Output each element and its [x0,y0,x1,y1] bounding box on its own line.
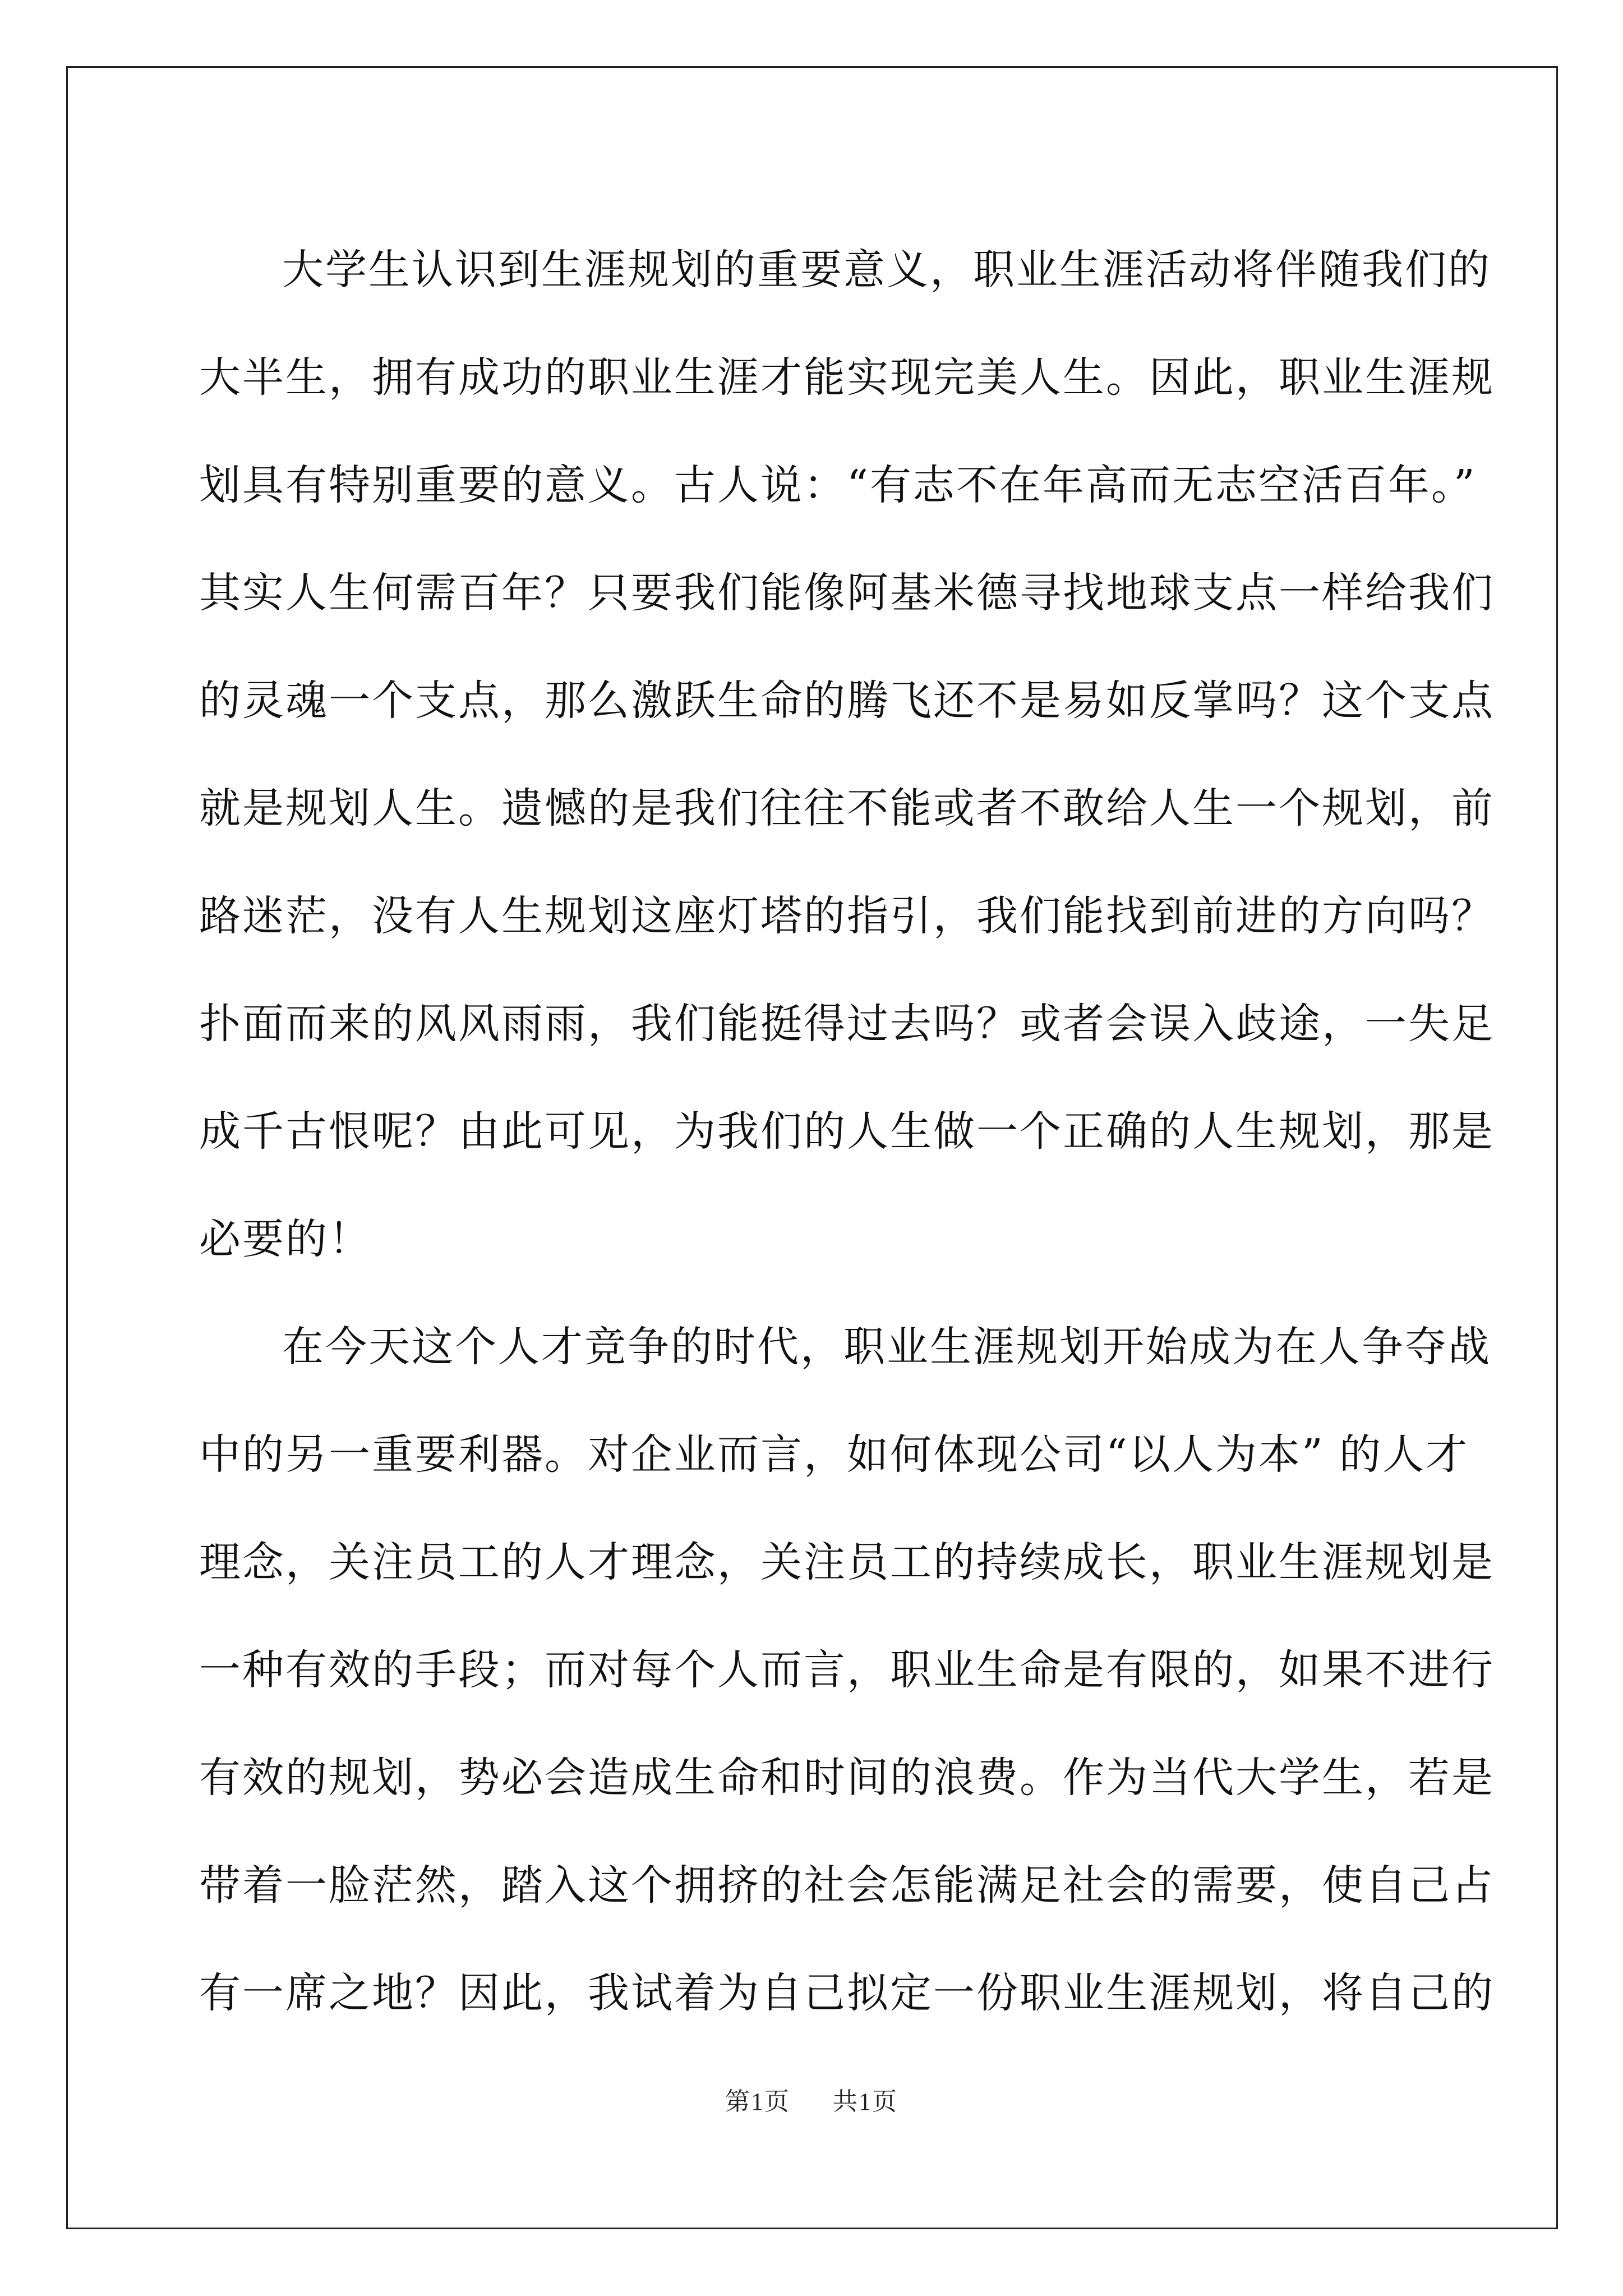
document-body [199,216,1495,2047]
paragraph-1-line-2: 大半生，拥有成功的职业生涯才能实现完美人生。因此，职业生涯规 [199,353,1495,402]
page-footer [0,2081,1623,2117]
paragraph-1-line-10: 必要的！ [199,1215,372,1263]
paragraph-2-line-4: 一种有效的手段；而对每个人而言，职业生命是有限的，如果不进行 [199,1646,1495,1694]
page-number-current: 第1页 [725,2088,790,2115]
page-number-total: 共1页 [833,2088,898,2115]
paragraph-1-line-4: 其实人生何需百年？只要我们能像阿基米德寻找地球支点一样给我们 [199,569,1495,617]
paragraph-1-line-8: 扑面而来的风风雨雨，我们能挺得过去吗？或者会误入歧途，一失足 [199,1000,1495,1048]
paragraph-1-line-3: 划具有特别重要的意义。古人说：“有志不在年高而无志空活百年。” [199,461,1477,509]
paragraph-2-line-3: 理念，关注员工的人才理念，关注员工的持续成长，职业生涯规划是 [199,1538,1495,1586]
paragraph-1-line-7: 路迷茫，没有人生规划这座灯塔的指引，我们能找到前进的方向吗？ [199,892,1495,940]
paragraph-1-line-9: 成千古恨呢？由此可见，为我们的人生做一个正确的人生规划，那是 [199,1107,1495,1156]
paragraph-1-line-6: 就是规划人生。遗憾的是我们往往不能或者不敢给人生一个规划，前 [199,784,1495,832]
paragraph-2-line-5: 有效的规划，势必会造成生命和时间的浪费。作为当代大学生，若是 [199,1754,1495,1802]
paragraph-2-line-6: 带着一脸茫然，踏入这个拥挤的社会怎能满足社会的需要，使自己占 [199,1861,1495,1910]
paragraph-2-line-2: 中的另一重要利器。对企业而言，如何体现公司“以人为本” 的人才 [199,1430,1469,1479]
paragraph-2-line-7: 有一席之地？因此，我试着为自己拟定一份职业生涯规划，将自己的 [199,1969,1495,2017]
paragraph-2-line-1: 在今天这个人才竞争的时代，职业生涯规划开始成为在人争夺战 [282,1323,1491,1371]
paragraph-1-line-5: 的灵魂一个支点，那么激跃生命的腾飞还不是易如反掌吗？这个支点 [199,677,1495,725]
paragraph-1-line-1: 大学生认识到生涯规划的重要意义，职业生涯活动将伴随我们的 [282,246,1491,294]
